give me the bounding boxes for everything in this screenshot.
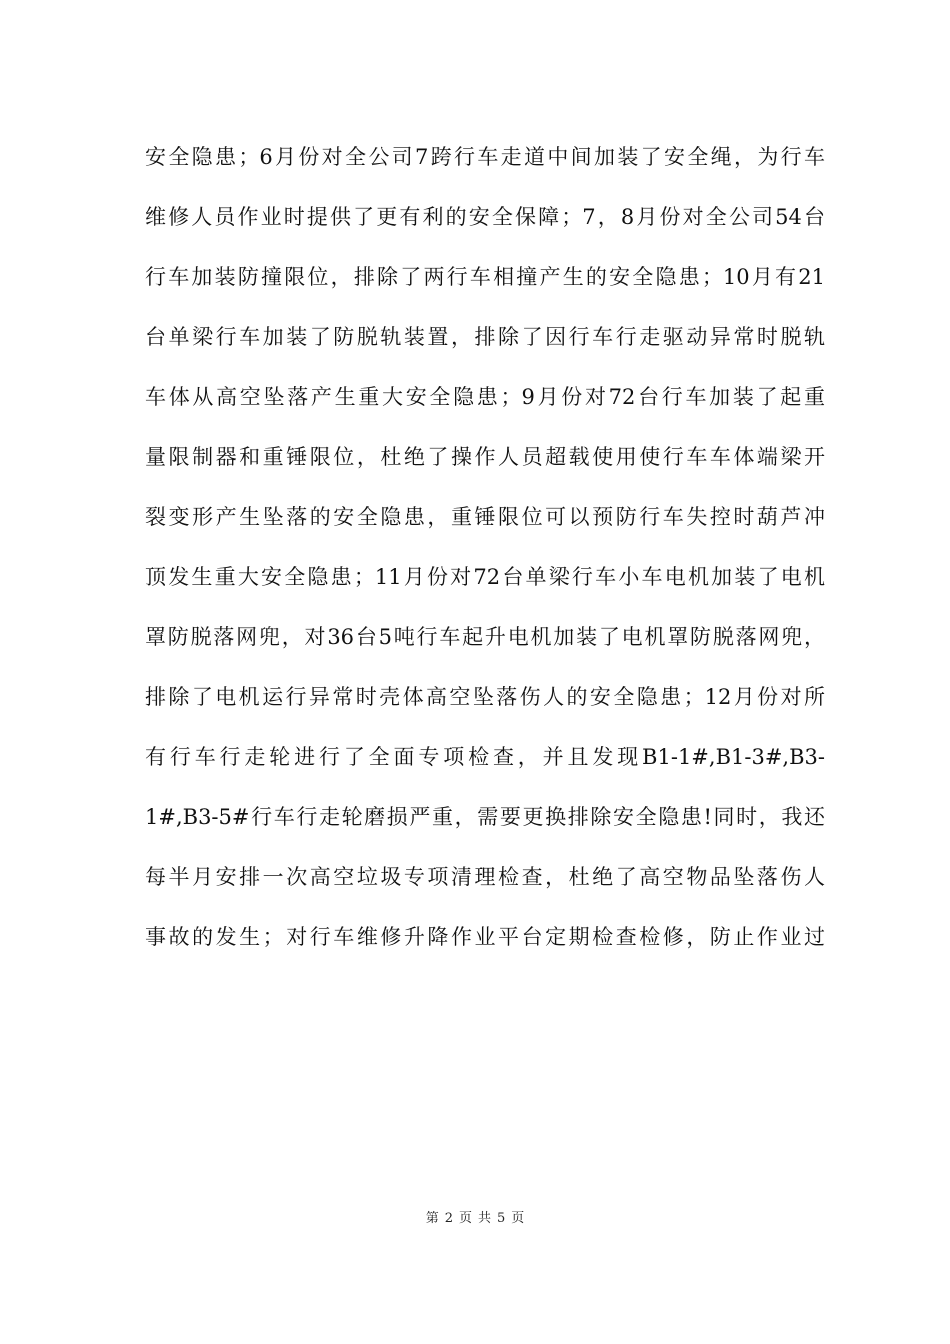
paragraph-line-1: 安全隐患；6月份对全公司7跨行车走道中间加装了安全绳，为行车: [145, 145, 825, 169]
paragraph-line-10: 排除了电机运行异常时壳体高空坠落伤人的安全隐患；12月份对所: [145, 685, 825, 709]
paragraph-line-9: 罩防脱落网兜，对36台5吨行车起升电机加装了电机罩防脱落网兜，: [145, 625, 825, 649]
paragraph-line-7: 裂变形产生坠落的安全隐患，重锤限位可以预防行车失控时葫芦冲: [145, 505, 825, 529]
paragraph-line-2: 维修人员作业时提供了更有利的安全保障；7，8月份对全公司54台: [145, 205, 825, 229]
paragraph-line-5: 车体从高空坠落产生重大安全隐患；9月份对72台行车加装了起重: [145, 385, 825, 409]
page-label-mid1: 页: [458, 1211, 472, 1226]
paragraph-line-6: 量限制器和重锤限位，杜绝了操作人员超载使用使行车车体端梁开: [145, 445, 825, 469]
paragraph-line-11: 有行车行走轮进行了全面专项检查，并且发现B1-1#,B1-3#,B3-: [145, 745, 825, 769]
page-label-suffix: 页: [511, 1211, 525, 1226]
total-page-number: 5: [497, 1211, 506, 1226]
paragraph-line-3: 行车加装防撞限位，排除了两行车相撞产生的安全隐患；10月有21: [145, 265, 825, 289]
current-page-number: 2: [444, 1211, 453, 1226]
paragraph-line-14: 事故的发生；对行车维修升降作业平台定期检查检修，防止作业过: [145, 925, 825, 949]
page-label-mid2: 共: [478, 1211, 492, 1226]
paragraph-line-4: 台单梁行车加装了防脱轨装置，排除了因行车行走驱动异常时脱轨: [145, 325, 825, 349]
page-label-prefix: 第: [425, 1211, 439, 1226]
paragraph-line-13: 每半月安排一次高空垃圾专项清理检查，杜绝了高空物品坠落伤人: [145, 865, 825, 889]
body-paragraph: [145, 139, 825, 979]
paragraph-line-12: 1#,B3-5#行车行走轮磨损严重，需要更换排除安全隐患!同时，我还: [145, 805, 825, 829]
page-number-footer: [0, 1210, 950, 1228]
paragraph-line-8: 顶发生重大安全隐患；11月份对72台单梁行车小车电机加装了电机: [145, 565, 825, 589]
